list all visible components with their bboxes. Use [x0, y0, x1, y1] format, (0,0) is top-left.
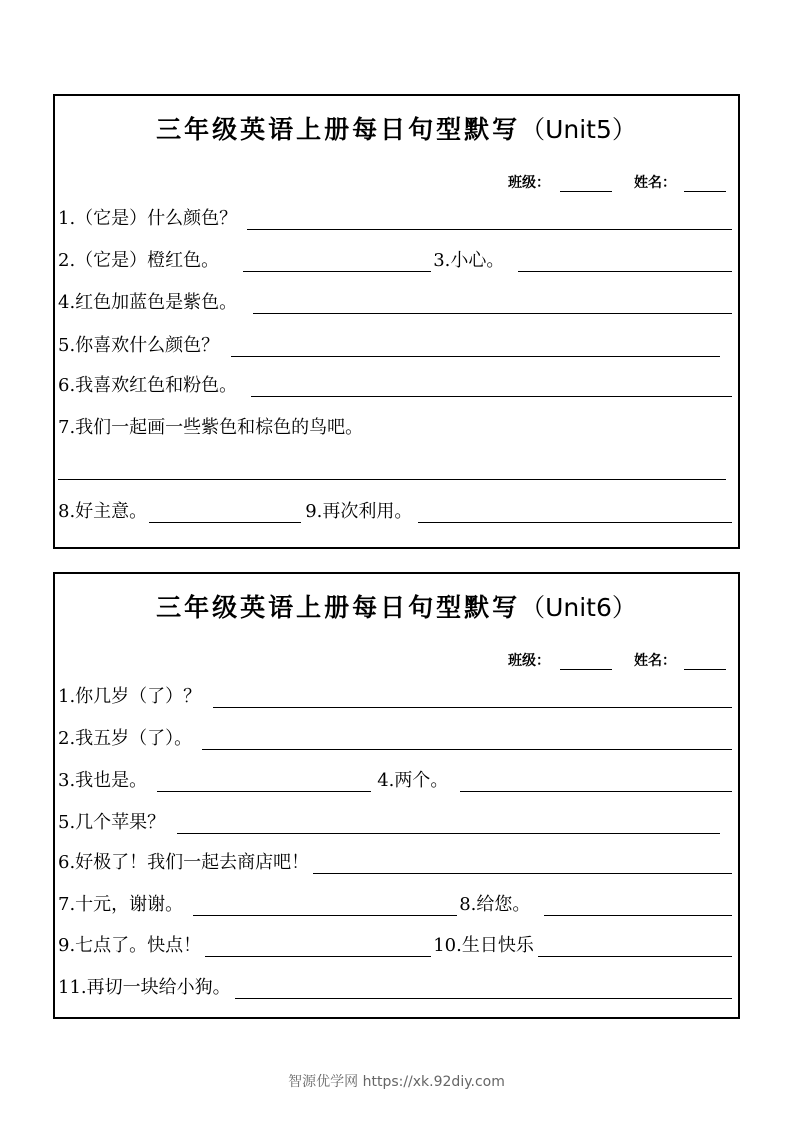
answer-line-5[interactable]: [177, 832, 720, 834]
question-row: [58, 975, 732, 1001]
class-name-fields: [508, 650, 726, 670]
question-9: 9.七点了。快点！: [58, 935, 202, 956]
answer-line-5[interactable]: [231, 355, 720, 357]
question-1: 1.（它是）什么颜色？: [58, 208, 238, 229]
footer-watermark: 智源优学网 https://xk.92diy.com: [288, 1074, 505, 1090]
worksheet-unit5: [53, 94, 740, 549]
answer-line-10[interactable]: [538, 955, 732, 957]
question-row: [58, 726, 732, 752]
question-2: 2.我五岁（了）。: [58, 728, 193, 749]
question-7: 7.十元，谢谢。: [58, 894, 184, 915]
question-row: [58, 684, 732, 710]
question-row: [58, 373, 732, 399]
question-row: [58, 290, 732, 316]
question-10: 10.生日快乐: [433, 935, 534, 956]
question-3: 3.小心。: [433, 250, 505, 271]
worksheet-title: [55, 588, 738, 624]
answer-line-1[interactable]: [213, 706, 732, 708]
question-row: [58, 892, 732, 918]
question-row: [58, 810, 720, 836]
question-row: [58, 499, 732, 525]
question-11: 11.再切一块给小狗。: [58, 977, 231, 998]
question-row: [58, 768, 732, 794]
question-row: [58, 415, 732, 441]
question-4: 4.两个。: [377, 770, 449, 791]
question-row: [58, 850, 732, 876]
worksheet-title: [55, 110, 738, 146]
answer-line-4[interactable]: [460, 790, 732, 792]
question-2: 2.（它是）橙红色。: [58, 250, 220, 271]
answer-line-7[interactable]: [58, 479, 726, 480]
answer-line-9[interactable]: [205, 955, 431, 957]
question-8: 8.给您。: [459, 894, 531, 915]
answer-line-8[interactable]: [544, 914, 732, 916]
name-label: 姓名：: [634, 653, 676, 669]
class-label: 班级：: [508, 175, 550, 191]
answer-line-4[interactable]: [253, 312, 732, 314]
question-3: 3.我也是。: [58, 770, 148, 791]
title-unit: （Unit5）: [520, 115, 637, 144]
answer-line-3[interactable]: [518, 270, 732, 272]
name-blank[interactable]: [684, 177, 726, 192]
class-name-fields: [508, 172, 726, 192]
answer-line-2[interactable]: [243, 270, 431, 272]
question-row: [58, 333, 720, 359]
class-blank[interactable]: [560, 655, 612, 670]
title-unit: （Unit6）: [520, 593, 637, 622]
answer-line-2[interactable]: [202, 748, 732, 750]
worksheet-unit6: [53, 572, 740, 1019]
question-6: 6.好极了！我们一起去商店吧！: [58, 852, 310, 873]
name-label: 姓名：: [634, 175, 676, 191]
answer-line-9[interactable]: [418, 521, 732, 523]
question-row: [58, 248, 732, 274]
question-8: 8.好主意。: [58, 501, 148, 522]
title-text: 三年级英语上册每日句型默写: [156, 593, 521, 622]
answer-line-3[interactable]: [157, 790, 371, 792]
answer-line-7[interactable]: [193, 914, 457, 916]
class-blank[interactable]: [560, 177, 612, 192]
question-5: 5.几个苹果？: [58, 812, 166, 833]
question-5: 5.你喜欢什么颜色？: [58, 335, 220, 356]
question-row: [58, 206, 732, 232]
question-4: 4.红色加蓝色是紫色。: [58, 292, 238, 313]
title-text: 三年级英语上册每日句型默写: [156, 115, 521, 144]
answer-line-6[interactable]: [251, 395, 732, 397]
class-label: 班级：: [508, 653, 550, 669]
answer-line-11[interactable]: [235, 997, 732, 999]
answer-line-8[interactable]: [149, 521, 301, 523]
answer-line-6[interactable]: [313, 872, 732, 874]
question-6: 6.我喜欢红色和粉色。: [58, 375, 238, 396]
answer-line-1[interactable]: [247, 228, 732, 230]
question-7: 7.我们一起画一些紫色和棕色的鸟吧。: [58, 417, 364, 438]
name-blank[interactable]: [684, 655, 726, 670]
question-row: [58, 933, 732, 959]
question-1: 1.你几岁（了）？: [58, 686, 202, 707]
question-9: 9.再次利用。: [305, 501, 413, 522]
